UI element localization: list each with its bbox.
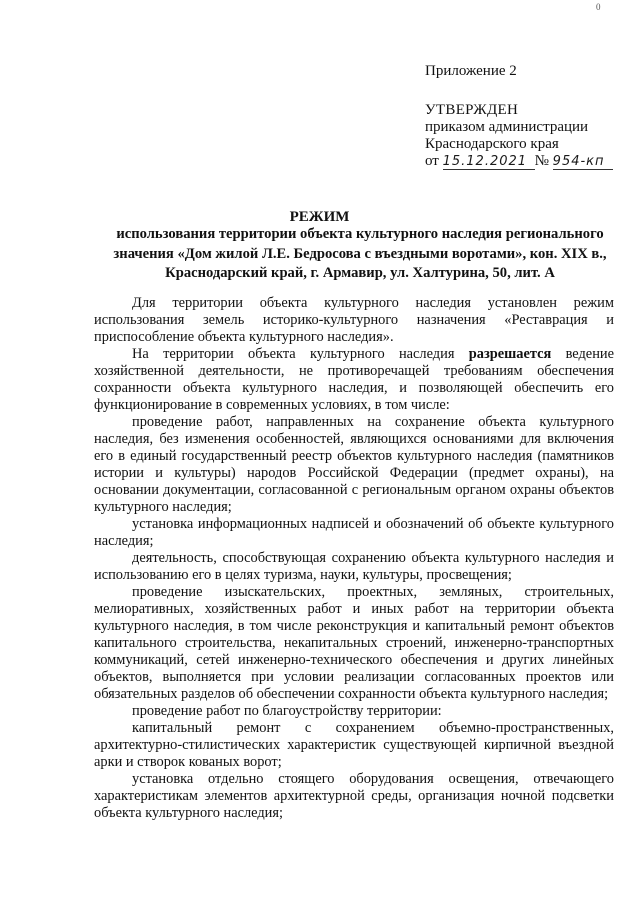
document-title: РЕЖИМ (289, 209, 350, 225)
handwritten-date: 15.12.2021 (443, 154, 535, 170)
date-prefix: от (425, 153, 439, 169)
paragraph-4: установка информационных надписей и обозначений об объекте культурного наследия; (94, 516, 614, 549)
approval-date-line (425, 153, 613, 170)
handwritten-number: 954-кп (553, 154, 613, 170)
paragraph-2-start: На территории объекта культурного наследия (132, 346, 469, 362)
approval-block (425, 102, 613, 170)
approval-line-1: приказом администрации (425, 119, 589, 135)
paragraph-6: проведение изыскательских, проектных, земляных, строительных, мелиоративных, хозяйственных работ и иных работ на территории объекта культурного наследия, в том числе реконструкция и капитальный ремонт объектов капитального строительства, некапитальных строений, инженерно-транспортных коммуникаций, сетей инженерно-технического обеспечения и других линейных объектов, выполняется при условии реализации согласованных проектов или обязательных разделов об обеспечении сохранности объекта культурного наследия; (94, 584, 614, 702)
appendix-label: Приложение 2 (425, 63, 517, 79)
corner-mark-text: 0 (596, 2, 601, 12)
document-body (94, 295, 614, 822)
page-corner-mark (596, 3, 614, 12)
paragraph-8: капитальный ремонт с сохранением объемно-пространственных, архитектурно-стилистических характеристик существующей кирпичной въездной арки и створок кованых ворот; (94, 720, 614, 770)
approval-line-2: Краснодарского края (425, 136, 559, 152)
document-subtitle: использования территории объекта культурного наследия регионального значения «Дом жилой Л.Е. Бедросова с въездными воротами», кон. XIX в., Краснодарский край, г. Армавир, ул. Халтурина, 50, лит. А (113, 226, 607, 281)
paragraph-7: проведение работ по благоустройству территории: (132, 703, 442, 719)
number-prefix: № (534, 153, 549, 169)
approval-heading: УТВЕРЖДЕН (425, 102, 519, 118)
paragraph-5: деятельность, способствующая сохранению объекта культурного наследия и использованию его в целях туризма, науки, культуры, просвещения; (94, 550, 614, 583)
paragraph-2 (94, 346, 614, 414)
paragraph-3: проведение работ, направленных на сохранение объекта культурного наследия, без изменения особенностей, являющихся основаниями для включения его в единый государственный реестр объектов культурного наследия (памятников истории и культуры) народов Российской Федерации (предмет охраны), на основании документации, согласованной с региональным органом охраны объектов культурного наследия; (94, 414, 614, 515)
paragraph-2-bold: разрешается (468, 346, 552, 362)
paragraph-2-end: ведение хозяйственной деятельности, не противоречащей требованиям обеспечения сохранности объекта культурного наследия, и позволяющей обеспечить его функционирование в современных условиях, в том числе: (94, 346, 614, 413)
paragraph-9: установка отдельно стоящего оборудования освещения, отвечающего характеристикам элементов архитектурной среды, организация ночной подсветки объекта культурного наследия; (94, 771, 614, 821)
paragraph-1: Для территории объекта культурного наследия установлен режим использования земель историко-культурного назначения «Реставрация и приспособление объекта культурного наследия». (94, 295, 614, 345)
